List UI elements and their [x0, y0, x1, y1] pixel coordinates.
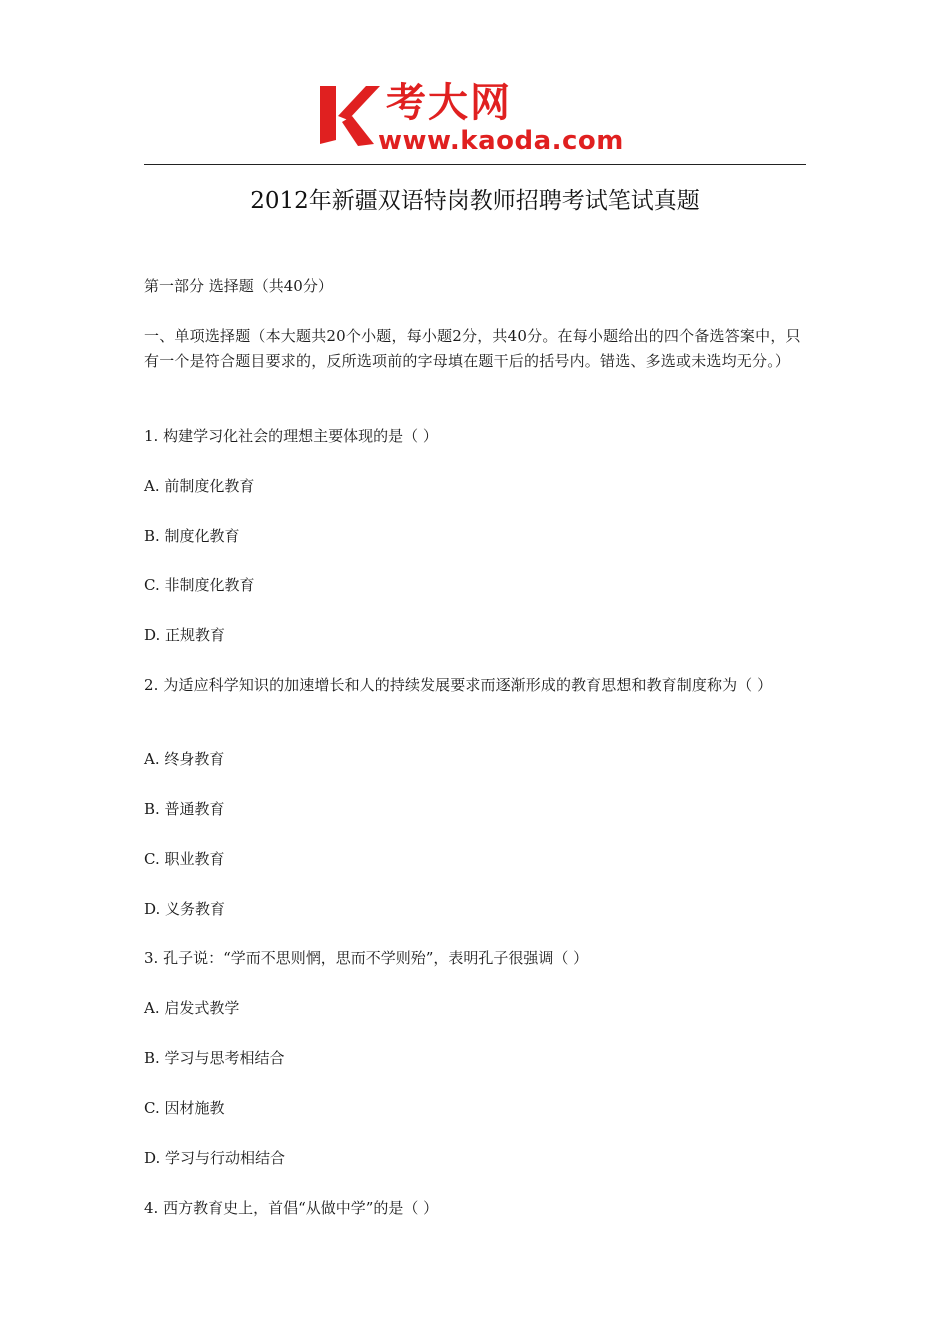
question-option: B. 制度化教育 [144, 527, 240, 545]
question-option: B. 普通教育 [144, 800, 225, 818]
logo-url-text: www.kaoda.com [378, 126, 624, 156]
question-option: C. 职业教育 [144, 850, 225, 868]
header-divider [144, 164, 806, 165]
question-option: D. 学习与行动相结合 [144, 1149, 286, 1167]
question-option: A. 终身教育 [144, 750, 225, 768]
question-option: C. 非制度化教育 [144, 576, 255, 594]
part-heading: 第一部分 选择题（共40分） [144, 277, 333, 295]
document-title: 2012年新疆双语特岗教师招聘考试笔试真题 [250, 188, 700, 214]
kaoda-logo [318, 80, 640, 160]
question-stem: 1. 构建学习化社会的理想主要体现的是（ ） [144, 427, 438, 445]
question-option: D. 正规教育 [144, 626, 226, 644]
question-stem: 3. 孔子说：“学而不思则惘，思而不学则殆”，表明孔子很强调（ ） [144, 949, 589, 967]
question-option: B. 学习与思考相结合 [144, 1049, 285, 1067]
question-stem: 2. 为适应科学知识的加速增长和人的持续发展要求而逐渐形成的教育思想和教育制度称为（ ） [144, 676, 773, 694]
question-option: A. 启发式教学 [144, 999, 240, 1017]
logo-chinese-text: 考大网 [386, 80, 512, 126]
question-option: C. 因材施教 [144, 1099, 225, 1117]
section-instructions: 一、单项选择题（本大题共20个小题，每小题2分，共40分。在每小题给出的四个备选答案中，只有一个是符合题目要求的，反所选项前的字母填在题干后的括号内。错选、多选或未选均无分。） [144, 327, 801, 370]
k-logo-icon [318, 82, 380, 148]
question-option: D. 义务教育 [144, 900, 226, 918]
question-stem: 4. 西方教育史上，首倡“从做中学”的是（ ） [144, 1199, 439, 1217]
question-option: A. 前制度化教育 [144, 477, 255, 495]
